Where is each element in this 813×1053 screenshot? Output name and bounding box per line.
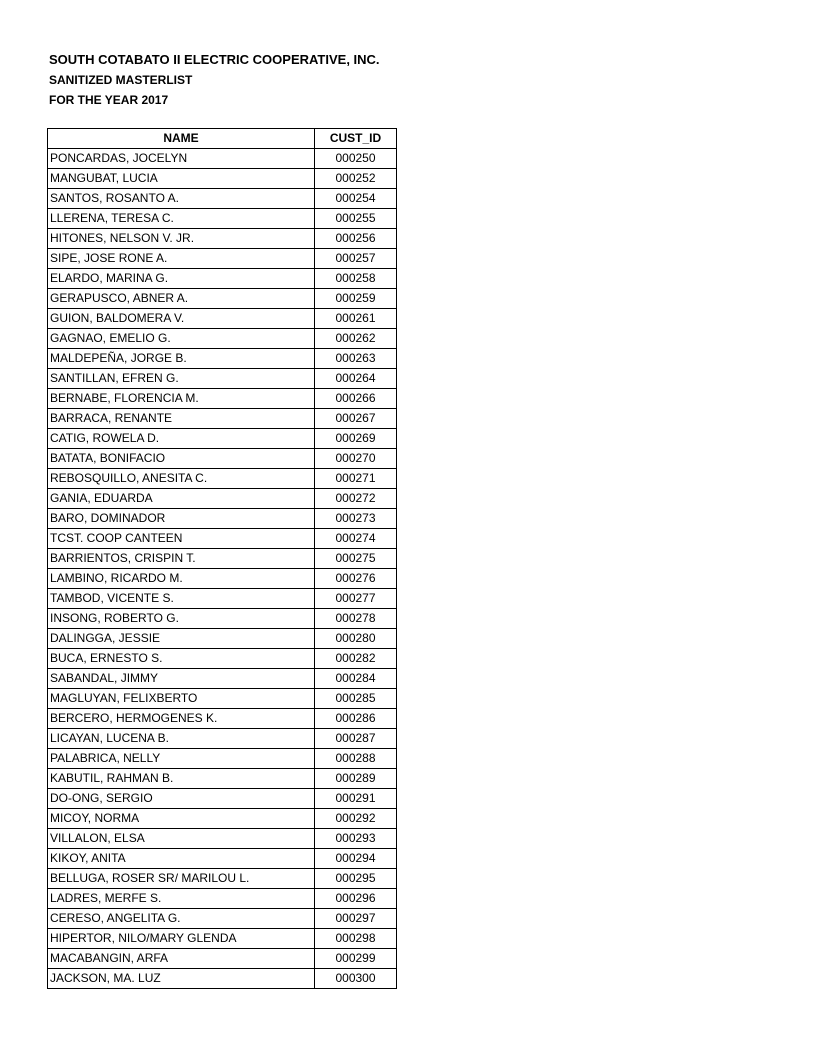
- customer-name-cell: BERNABE, FLORENCIA M.: [48, 389, 315, 409]
- customer-id-cell: 000298: [315, 929, 397, 949]
- table-row: [48, 329, 397, 349]
- customer-id-cell: 000267: [315, 409, 397, 429]
- company-name: SOUTH COTABATO II ELECTRIC COOPERATIVE, INC.: [49, 52, 380, 67]
- customer-id-cell: 000300: [315, 969, 397, 989]
- customer-name-cell: JACKSON, MA. LUZ: [48, 969, 315, 989]
- table-row: [48, 349, 397, 369]
- customer-id-cell: 000257: [315, 249, 397, 269]
- table-row: [48, 689, 397, 709]
- table-row: [48, 489, 397, 509]
- table-row: [48, 289, 397, 309]
- customer-id-cell: 000274: [315, 529, 397, 549]
- customer-name-cell: BUCA, ERNESTO S.: [48, 649, 315, 669]
- customer-name-cell: BARO, DOMINADOR: [48, 509, 315, 529]
- masterlist-table: [47, 128, 397, 989]
- customer-id-cell: 000250: [315, 149, 397, 169]
- customer-name-cell: LADRES, MERFE S.: [48, 889, 315, 909]
- customer-name-cell: BATATA, BONIFACIO: [48, 449, 315, 469]
- table-row: [48, 249, 397, 269]
- customer-id-cell: 000272: [315, 489, 397, 509]
- customer-id-cell: 000278: [315, 609, 397, 629]
- customer-id-cell: 000255: [315, 209, 397, 229]
- customer-id-cell: 000299: [315, 949, 397, 969]
- table-row: [48, 549, 397, 569]
- customer-name-cell: SIPE, JOSE RONE A.: [48, 249, 315, 269]
- table-row: [48, 169, 397, 189]
- customer-id-cell: 000285: [315, 689, 397, 709]
- customer-id-cell: 000254: [315, 189, 397, 209]
- table-row: [48, 449, 397, 469]
- table-row: [48, 269, 397, 289]
- column-header-name: NAME: [48, 129, 315, 149]
- customer-id-cell: 000293: [315, 829, 397, 849]
- table-row: [48, 929, 397, 949]
- customer-id-cell: 000275: [315, 549, 397, 569]
- customer-id-cell: 000294: [315, 849, 397, 869]
- table-row: [48, 229, 397, 249]
- table-row: [48, 369, 397, 389]
- customer-name-cell: DO-ONG, SERGIO: [48, 789, 315, 809]
- customer-name-cell: BARRACA, RENANTE: [48, 409, 315, 429]
- customer-id-cell: 000288: [315, 749, 397, 769]
- customer-name-cell: GUION, BALDOMERA V.: [48, 309, 315, 329]
- table-row: [48, 529, 397, 549]
- customer-name-cell: BARRIENTOS, CRISPIN T.: [48, 549, 315, 569]
- document-header: [49, 50, 380, 110]
- customer-id-cell: 000295: [315, 869, 397, 889]
- table-row: [48, 969, 397, 989]
- customer-id-cell: 000292: [315, 809, 397, 829]
- customer-id-cell: 000273: [315, 509, 397, 529]
- customer-name-cell: DALINGGA, JESSIE: [48, 629, 315, 649]
- customer-id-cell: 000258: [315, 269, 397, 289]
- customer-name-cell: HIPERTOR, NILO/MARY GLENDA: [48, 929, 315, 949]
- table-row: [48, 749, 397, 769]
- table-row: [48, 309, 397, 329]
- customer-id-cell: 000289: [315, 769, 397, 789]
- customer-id-cell: 000256: [315, 229, 397, 249]
- customer-name-cell: MALDEPEÑA, JORGE B.: [48, 349, 315, 369]
- customer-name-cell: LAMBINO, RICARDO M.: [48, 569, 315, 589]
- table-row: [48, 409, 397, 429]
- table-body: [48, 149, 397, 989]
- table-row: [48, 389, 397, 409]
- customer-name-cell: MACABANGIN, ARFA: [48, 949, 315, 969]
- customer-id-cell: 000264: [315, 369, 397, 389]
- table-row: [48, 709, 397, 729]
- table-row: [48, 829, 397, 849]
- customer-id-cell: 000262: [315, 329, 397, 349]
- table-row: [48, 429, 397, 449]
- customer-id-cell: 000287: [315, 729, 397, 749]
- table-row: [48, 189, 397, 209]
- customer-name-cell: ELARDO, MARINA G.: [48, 269, 315, 289]
- table-row: [48, 609, 397, 629]
- customer-id-cell: 000261: [315, 309, 397, 329]
- customer-name-cell: BELLUGA, ROSER SR/ MARILOU L.: [48, 869, 315, 889]
- customer-name-cell: LICAYAN, LUCENA B.: [48, 729, 315, 749]
- customer-id-cell: 000270: [315, 449, 397, 469]
- customer-name-cell: LLERENA, TERESA C.: [48, 209, 315, 229]
- customer-name-cell: SANTILLAN, EFREN G.: [48, 369, 315, 389]
- customer-name-cell: MICOY, NORMA: [48, 809, 315, 829]
- customer-name-cell: SABANDAL, JIMMY: [48, 669, 315, 689]
- customer-name-cell: GANIA, EDUARDA: [48, 489, 315, 509]
- table-row: [48, 469, 397, 489]
- customer-name-cell: KIKOY, ANITA: [48, 849, 315, 869]
- table-row: [48, 649, 397, 669]
- table-row: [48, 909, 397, 929]
- customer-name-cell: KABUTIL, RAHMAN B.: [48, 769, 315, 789]
- table-row: [48, 869, 397, 889]
- customer-name-cell: MANGUBAT, LUCIA: [48, 169, 315, 189]
- customer-id-cell: 000286: [315, 709, 397, 729]
- table-row: [48, 809, 397, 829]
- customer-id-cell: 000284: [315, 669, 397, 689]
- customer-id-cell: 000269: [315, 429, 397, 449]
- customer-id-cell: 000259: [315, 289, 397, 309]
- customer-name-cell: BERCERO, HERMOGENES K.: [48, 709, 315, 729]
- table-row: [48, 629, 397, 649]
- table-row: [48, 849, 397, 869]
- table-row: [48, 789, 397, 809]
- customer-id-cell: 000252: [315, 169, 397, 189]
- customer-id-cell: 000282: [315, 649, 397, 669]
- customer-name-cell: REBOSQUILLO, ANESITA C.: [48, 469, 315, 489]
- table-row: [48, 729, 397, 749]
- customer-name-cell: CATIG, ROWELA D.: [48, 429, 315, 449]
- customer-name-cell: VILLALON, ELSA: [48, 829, 315, 849]
- table-row: [48, 209, 397, 229]
- customer-name-cell: TAMBOD, VICENTE S.: [48, 589, 315, 609]
- customer-name-cell: CERESO, ANGELITA G.: [48, 909, 315, 929]
- table-header-row: [48, 129, 397, 149]
- table-row: [48, 149, 397, 169]
- table-row: [48, 589, 397, 609]
- customer-id-cell: 000263: [315, 349, 397, 369]
- customer-name-cell: MAGLUYAN, FELIXBERTO: [48, 689, 315, 709]
- customer-name-cell: GAGNAO, EMELIO G.: [48, 329, 315, 349]
- customer-id-cell: 000296: [315, 889, 397, 909]
- customer-id-cell: 000297: [315, 909, 397, 929]
- table-row: [48, 569, 397, 589]
- customer-id-cell: 000266: [315, 389, 397, 409]
- customer-name-cell: PALABRICA, NELLY: [48, 749, 315, 769]
- table-row: [48, 949, 397, 969]
- customer-id-cell: 000291: [315, 789, 397, 809]
- column-header-cust-id: CUST_ID: [315, 129, 397, 149]
- document-year: FOR THE YEAR 2017: [49, 93, 169, 107]
- table-row: [48, 769, 397, 789]
- document-title: SANITIZED MASTERLIST: [49, 73, 193, 87]
- table-row: [48, 889, 397, 909]
- customer-name-cell: SANTOS, ROSANTO A.: [48, 189, 315, 209]
- customer-name-cell: INSONG, ROBERTO G.: [48, 609, 315, 629]
- customer-id-cell: 000280: [315, 629, 397, 649]
- customer-name-cell: GERAPUSCO, ABNER A.: [48, 289, 315, 309]
- table-row: [48, 669, 397, 689]
- customer-id-cell: 000277: [315, 589, 397, 609]
- customer-name-cell: HITONES, NELSON V. JR.: [48, 229, 315, 249]
- customer-name-cell: TCST. COOP CANTEEN: [48, 529, 315, 549]
- customer-id-cell: 000271: [315, 469, 397, 489]
- customer-id-cell: 000276: [315, 569, 397, 589]
- table-row: [48, 509, 397, 529]
- customer-name-cell: PONCARDAS, JOCELYN: [48, 149, 315, 169]
